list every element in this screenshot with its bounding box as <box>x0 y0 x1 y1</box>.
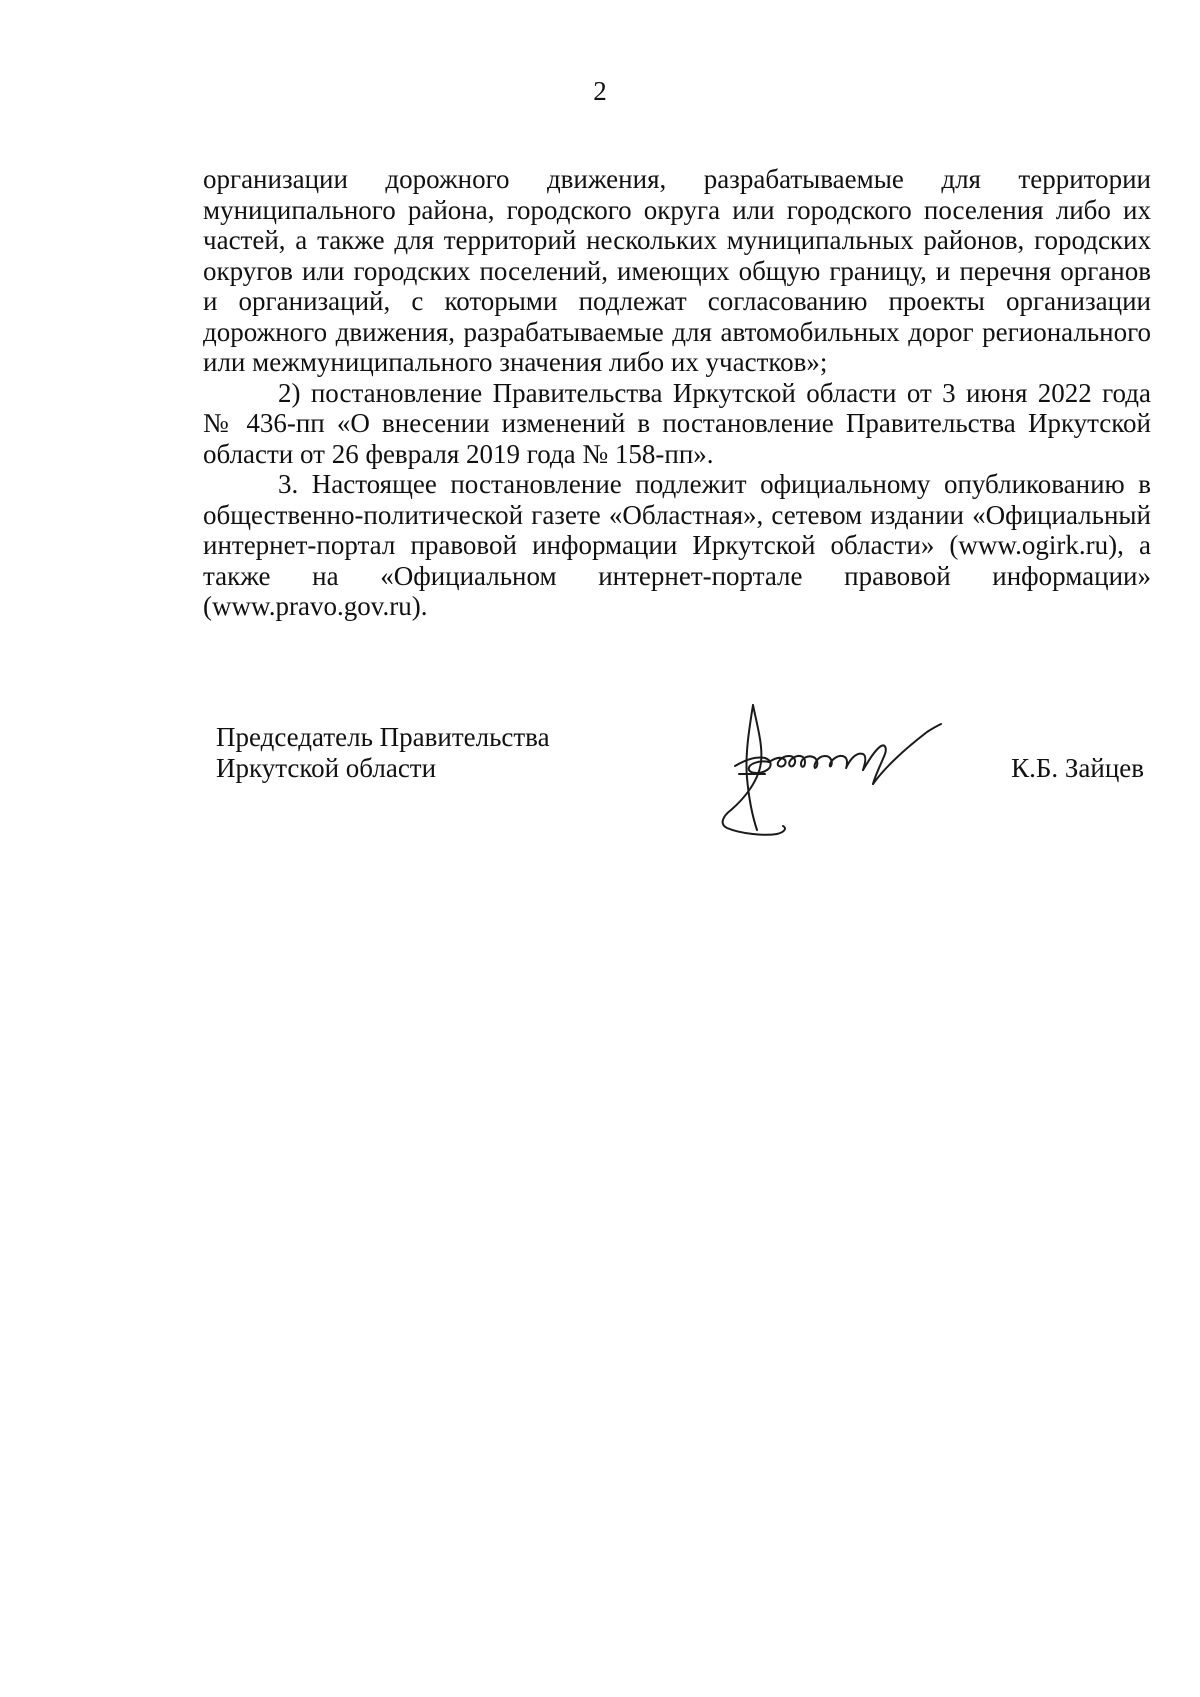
signatory-position-line1: Председатель Правительства <box>216 722 550 752</box>
signatory-position <box>216 722 550 784</box>
signatory-position-line2: Иркутской области <box>216 753 437 783</box>
page-number: 2 <box>593 76 607 106</box>
signer-name: К.Б. Зайцев <box>1011 753 1144 783</box>
paragraph-continuation: организации дорожного движения, разрабатываемые для территории муниципального района, городского округа или городского поселения либо их частей, а также для территорий нескольких муниципальных районов, городских округов или городских поселений, имеющих общую границу, и перечня органов и организаций, с которыми подлежат согласованию проекты организации дорожного движения, разрабатываемые для автомобильных дорог регионального или межмуниципального значения либо их участков»; <box>203 164 1151 377</box>
handwritten-signature <box>705 700 975 840</box>
paragraph-item-3: 3. Настоящее постановление подлежит официальному опубликованию в общественно-политической газете «Областная», сетевом издании «Официальный интернет-портал правовой информации Иркутской области» (www.ogirk.ru), а также на «Официальном интернет-портале правовой информации» (www.pravo.gov.ru). <box>203 469 1151 621</box>
document-body <box>203 164 1151 622</box>
paragraph-item-2: 2) постановление Правительства Иркутской области от 3 июня 2022 года № 436-пп «О внесении изменений в постановление Правительства Иркутской области от 26 февраля 2019 года № 158-пп». <box>203 377 1151 469</box>
